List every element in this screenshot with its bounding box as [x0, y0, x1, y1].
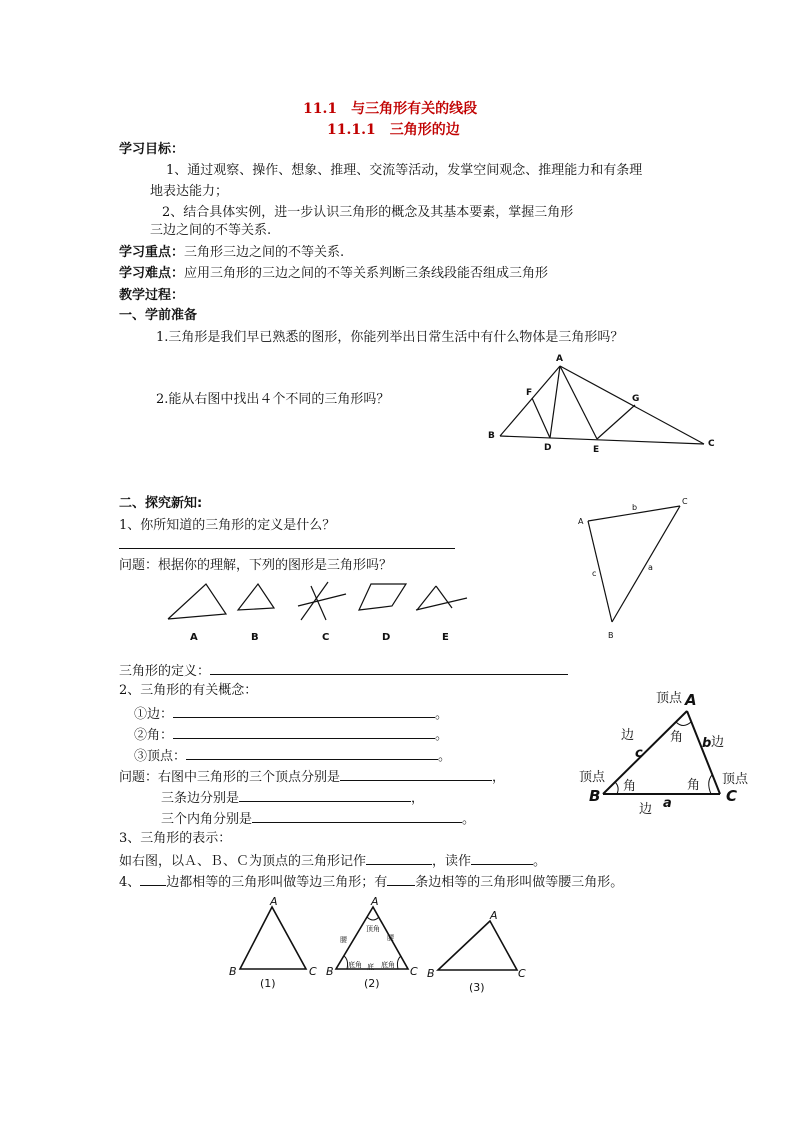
tri3-label-c: C [518, 967, 526, 980]
isosceles-row [119, 871, 623, 893]
lt-label-c-side: c [635, 746, 643, 761]
section2-heading: 二、探究新知: [119, 496, 203, 511]
lt-vertex-left: 顶点 [579, 770, 606, 785]
shape-label-c: C [322, 632, 330, 643]
tri2-base-angle-left: 底角 [348, 961, 362, 969]
reading-blank[interactable] [471, 850, 533, 865]
fig1-label-a: A [556, 354, 563, 364]
definition-blank[interactable] [210, 660, 568, 675]
representation-text-a: 如右图，以Ａ、Ｂ、Ｃ为顶点的三角形记作 [119, 854, 367, 869]
isosceles-text-b: 边都相等的三角形叫做等边三角形；有 [166, 875, 388, 890]
lt-vertex-top: 顶点 [656, 691, 683, 706]
representation-row [119, 850, 546, 872]
fig2-label-a-side: a [648, 563, 653, 572]
tri2-base: 底 [367, 963, 374, 971]
fig1-label-e: E [593, 445, 600, 455]
shapes-figure [160, 576, 480, 646]
lt-side-right: 边 [711, 735, 725, 750]
fig2-label-a: A [578, 517, 584, 526]
lt-label-a-side: a [663, 796, 672, 811]
tri1-label-b: B [229, 965, 237, 978]
answer-line-definition-1[interactable] [119, 548, 455, 549]
lt-label-a: A [685, 691, 697, 709]
equilateral-blank[interactable] [140, 871, 166, 886]
objectives-label: 学习目标： [119, 142, 185, 157]
bottom-triangles-figure [220, 893, 530, 993]
sides-question-text: 三条边分别是 [161, 791, 240, 806]
notation-blank[interactable] [366, 850, 432, 865]
sides-blank[interactable] [239, 787, 411, 802]
concepts-heading: 2、三角形的有关概念： [119, 683, 258, 698]
tri1-label-c: C [309, 965, 317, 978]
section1-q1: 1.三角形是我们早已熟悉的图形，你能列举出日常生活中有什么物体是三角形吗？ [156, 330, 624, 345]
process-label: 教学过程： [119, 288, 185, 303]
labeled-triangle-figure [575, 685, 775, 820]
lt-side-left: 边 [621, 728, 635, 743]
isosceles-text-a: 4、 [119, 875, 141, 890]
angles-question-text: 三个内角分别是 [161, 812, 253, 827]
vertices-question [119, 766, 505, 788]
angles-period: 。 [462, 812, 476, 827]
vertices-comma: ， [492, 770, 506, 785]
tri3-caption: (3) [469, 981, 485, 993]
angles-blank[interactable] [252, 808, 462, 823]
fig1-label-f: F [526, 388, 533, 398]
objective-2a: 2、结合具体实例，进一步认识三角形的概念及其基本要素，掌握三角形 [162, 205, 574, 220]
angle-label: ②角： [134, 728, 174, 743]
tri1-label-a: A [270, 895, 278, 908]
page-subtitle: 11.1.1 三角形的边 [327, 122, 460, 138]
difficulty-text: 应用三角形的三边之间的不等关系判断三条线段能否组成三角形 [184, 266, 549, 281]
question-shapes: 问题：根据你的理解，下列的图形是三角形吗？ [119, 558, 393, 573]
fig1-label-b: B [488, 431, 495, 441]
triangle-figure-1 [480, 348, 720, 458]
angle-period: 。 [435, 728, 449, 743]
vertex-row [134, 745, 451, 767]
definition-row [119, 660, 568, 682]
vertex-blank[interactable] [186, 745, 438, 760]
lt-side-bottom: 边 [639, 802, 653, 817]
tri2-label-c: C [410, 965, 418, 978]
vertices-blank[interactable] [340, 766, 492, 781]
vertex-label: ③顶点： [134, 749, 187, 764]
sides-question [161, 787, 424, 809]
key-point [119, 243, 344, 263]
isosceles-blank[interactable] [387, 871, 415, 886]
tri2-waist-right: 腰 [387, 934, 394, 942]
lt-angle-left: 角 [623, 779, 637, 794]
tri2-label-b: B [326, 965, 334, 978]
side-blank[interactable] [173, 703, 435, 718]
triangle-figure-2 [570, 490, 700, 640]
shape-label-a: A [190, 632, 198, 643]
tri2-apex-angle: 顶角 [366, 925, 380, 933]
angle-row [134, 724, 448, 746]
page-title: 11.1 与三角形有关的线段 [303, 101, 478, 117]
sides-comma: ， [411, 791, 425, 806]
section2-q1: 1、你所知道的三角形的定义是什么？ [119, 518, 336, 533]
fig1-label-d: D [544, 443, 552, 453]
lt-label-c: C [726, 787, 738, 805]
section1-heading: 一、学前准备 [119, 308, 198, 323]
objective-1b: 地表达能力； [150, 184, 229, 199]
shape-label-e: E [442, 632, 449, 643]
lt-angle-top: 角 [670, 730, 684, 745]
fig2-label-c-side: c [592, 569, 597, 578]
fig1-label-c: C [708, 439, 715, 449]
objective-1a: 1、通过观察、操作、想象、推理、交流等活动，发掌空间观念、推理能力和有条理 [166, 163, 643, 178]
lt-label-b: B [589, 787, 601, 805]
representation-period: 。 [533, 854, 547, 869]
tri2-waist-left: 腰 [340, 936, 347, 944]
tri2-base-angle-right: 底角 [381, 961, 395, 969]
vertices-question-text: 问题：右图中三角形的三个顶点分别是 [119, 770, 341, 785]
vertex-period: 。 [438, 749, 452, 764]
fig2-label-b-side: b [632, 503, 638, 512]
isosceles-text-c: 条边相等的三角形叫做等腰三角形。 [415, 875, 624, 890]
angle-blank[interactable] [173, 724, 435, 739]
section1-q2: 2.能从右图中找出４个不同的三角形吗？ [156, 392, 390, 407]
definition-label: 三角形的定义： [119, 664, 211, 679]
side-label: ①边： [134, 707, 174, 722]
difficulty-label: 学习难点： [119, 266, 185, 281]
tri2-caption: (2) [364, 977, 380, 990]
lt-label-b-side: b [702, 736, 712, 751]
side-period: 。 [435, 707, 449, 722]
lt-angle-right: 角 [687, 778, 701, 793]
shape-label-d: D [382, 632, 391, 643]
key-point-label: 学习重点： [119, 245, 185, 260]
side-row [134, 703, 448, 725]
fig1-label-g: G [632, 394, 640, 404]
tri3-label-b: B [427, 967, 435, 980]
shape-label-b: B [251, 632, 259, 643]
tri3-label-a: A [490, 909, 498, 922]
representation-text-b: ，读作 [432, 854, 472, 869]
tri2-label-a: A [371, 895, 379, 908]
fig2-label-c: C [682, 497, 688, 506]
fig2-label-b: B [608, 631, 614, 640]
difficulty [119, 264, 548, 284]
objective-2b: 三边之间的不等关系. [150, 223, 272, 238]
angles-question [161, 808, 475, 830]
tri1-caption: (1) [260, 977, 276, 990]
lt-vertex-right: 顶点 [722, 772, 749, 787]
representation-heading: 3、三角形的表示： [119, 831, 232, 846]
key-point-text: 三角形三边之间的不等关系. [184, 245, 345, 260]
